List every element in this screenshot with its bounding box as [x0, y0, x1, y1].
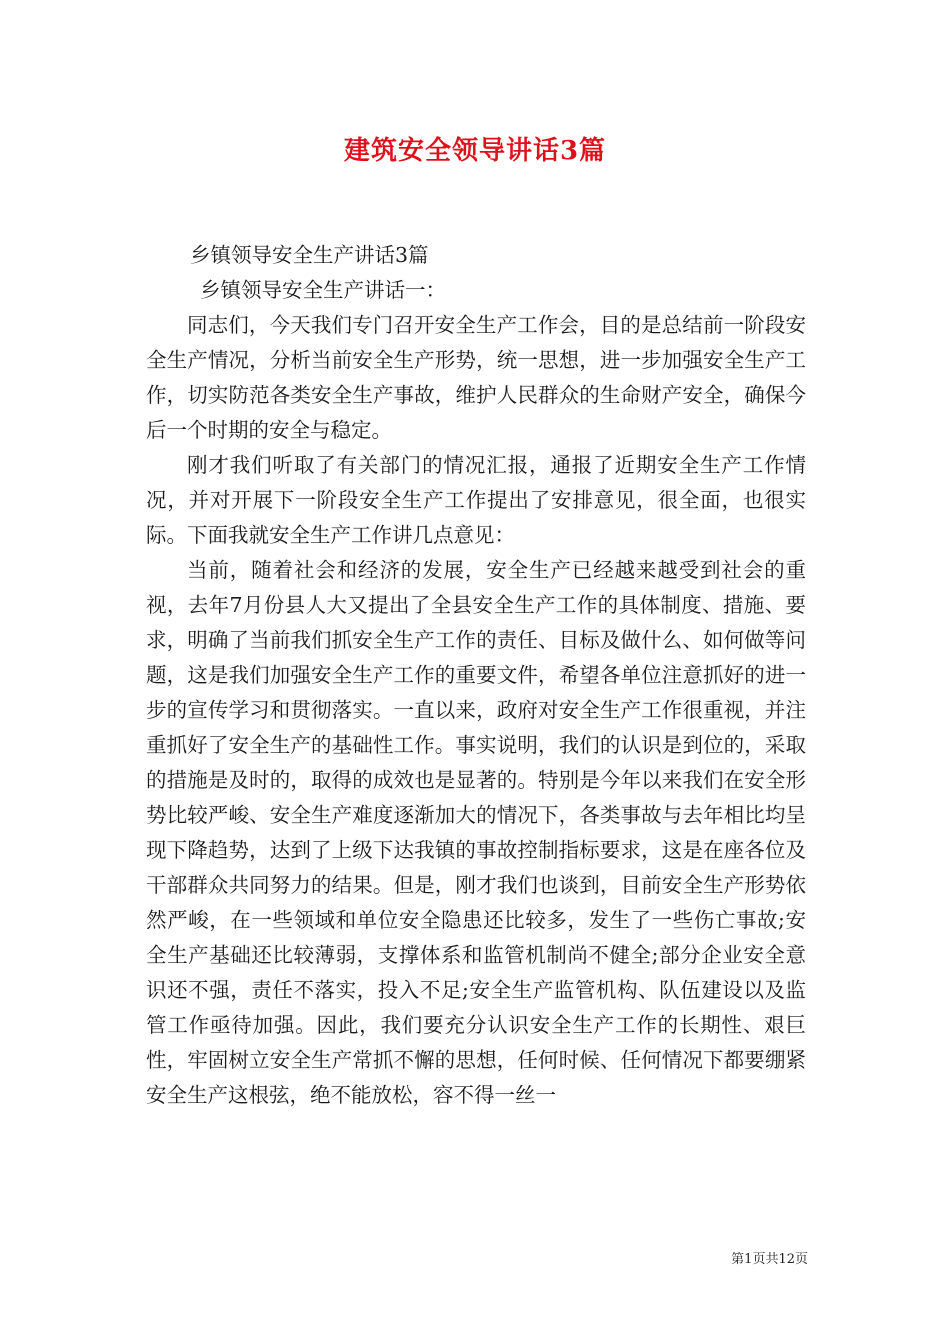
document-title: 建筑安全领导讲话3篇	[343, 136, 607, 166]
page-number: 第1页共12页	[731, 1252, 808, 1267]
document-subtitle: 乡镇领导安全生产讲话3篇	[190, 243, 429, 267]
speech-heading: 乡镇领导安全生产讲话一：	[200, 278, 446, 302]
document-body	[146, 238, 806, 1113]
paragraph: 同志们，今天我们专门召开安全生产工作会，目的是总结前一阶段安全生产情况，分析当前安全生产形势，统一思想，进一步加强安全生产工作，切实防范各类安全生产事故，维护人民群众的生命财产安全，确保今后一个时期的安全与稳定。	[146, 313, 806, 442]
paragraph: 刚才我们听取了有关部门的情况汇报，通报了近期安全生产工作情况，并对开展下一阶段安全生产工作提出了安排意见，很全面，也很实际。下面我就安全生产工作讲几点意见：	[146, 453, 806, 547]
paragraph: 当前，随着社会和经济的发展，安全生产已经越来越受到社会的重视，去年7月份县人大又提出了全县安全生产工作的具体制度、措施、要求，明确了当前我们抓安全生产工作的责任、目标及做什么、如何做等问题，这是我们加强安全生产工作的重要文件，希望各单位注意抓好的进一步的宣传学习和贯彻落实。一直以来，政府对安全生产工作很重视，并注重抓好了安全生产的基础性工作。事实说明，我们的认识是到位的，采取的措施是及时的，取得的成效也是显著的。特别是今年以来我们在安全形势比较严峻、安全生产难度逐渐加大的情况下，各类事故与去年相比均呈现下降趋势，达到了上级下达我镇的事故控制指标要求，这是在座各位及干部群众共同努力的结果。但是，刚才我们也谈到，目前安全生产形势依然严峻，在一些领域和单位安全隐患还比较多，发生了一些伤亡事故;安全生产基础还比较薄弱，支撑体系和监管机制尚不健全;部分企业安全意识还不强，责任不落实，投入不足;安全生产监管机构、队伍建设以及监管工作亟待加强。因此，我们要充分认识安全生产工作的长期性、艰巨性，牢固树立安全生产常抓不懈的思想，任何时候、任何情况下都要绷紧安全生产这根弦，绝不能放松，容不得一丝一	[146, 558, 806, 1107]
